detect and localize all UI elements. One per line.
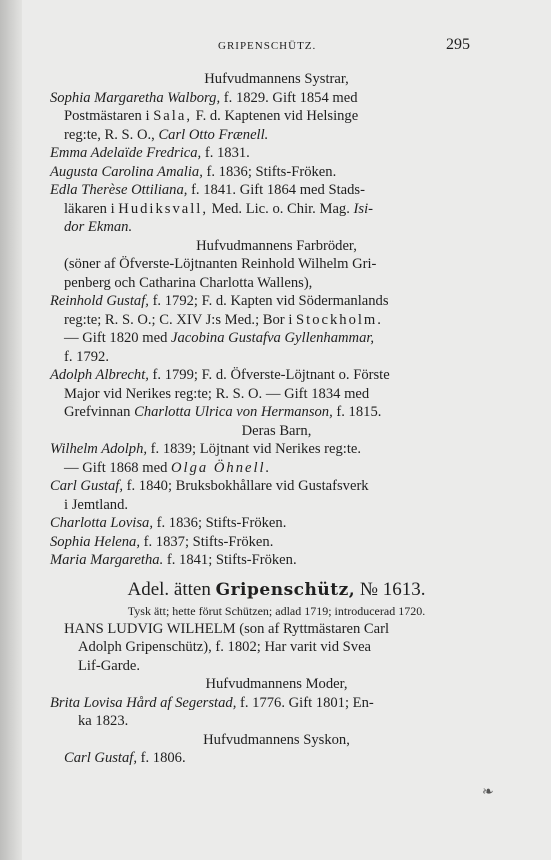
entry-brita [50,694,489,731]
family-note: Tysk ätt; hette förut Schützen; adlad 1719; introducerad 1720. [127,603,426,618]
section-heading: Hufvudmannens Syskon, [203,731,350,748]
person-name: Wilhelm Adolph, [50,441,148,457]
entry-text: f. 1841. Gift 1864 med Stads- [187,182,365,198]
entry-text: f. 1837; Stifts-Fröken. [139,533,274,550]
spouse-name: Olga Öhnell. [171,459,272,476]
entry-wilhelm [50,440,489,477]
person-name: Carl Gustaf, [64,750,137,766]
header-title: GRIPENSCHÜTZ. [218,40,317,52]
section-subheading: (söner af Öfverste-Löjtnanten Reinhold Wilhelm Gri- [64,256,377,272]
entry-text: f. 1815. [332,404,382,420]
person-name: Reinhold Gustaf, [50,293,149,309]
family-number: № 1613. [355,578,426,600]
person-name: Edla Therèse Ottiliana, [50,182,188,198]
entry-text: reg:te, R. S. O., [64,126,159,143]
person-name: Charlotta Lovisa, [50,515,153,531]
person-name: Carl Gustaf, [50,478,123,494]
entry-text: läkaren i [64,200,119,217]
entry-hans [64,620,489,676]
page-number: 295 [446,36,470,53]
entry-text: f. 1799; F. d. Öfverste-Löjtnant o. Förste [148,367,390,383]
entry-sophia [50,89,489,145]
entry-text: f. 1792. [64,348,109,365]
entry-sophia-helena [50,533,489,552]
entry-text: Major vid Nerikes reg:te; R. S. O. — Gift 1834 med [64,385,370,402]
person-name: Sophia Margaretha Walborg, [50,89,221,106]
person-name: Adolph Albrecht, [50,367,149,383]
entry-text: F. d. Kaptenen vid Helsinge [191,108,359,124]
entry-text: Postmästaren i [64,108,154,124]
person-name: Augusta Carolina Amalia, [50,163,203,180]
entry-text: f. 1839; Löjtnant vid Nerikes reg:te. [147,441,362,457]
person-name: Brita Lovisa Hård af Segerstad, [50,694,237,711]
ornament-icon: ❧ [482,784,494,800]
place-name: Stockholm. [296,311,383,328]
entry-text: Grefvinnan [64,404,135,420]
entry-edla [50,181,489,237]
spouse-name: Jacobina Gustafva Gyllenhammar, [171,330,375,346]
person-name: Emma Adelaïde Fredrica, [50,145,202,161]
running-header [40,36,480,56]
entry-text: f. 1841; Stifts-Fröken. [163,552,297,568]
entry-carl [50,477,489,514]
entry-text: ka 1823. [78,713,129,729]
entry-text: f. 1836; Stifts-Fröken. [152,515,287,531]
entry-text: f. 1840; Bruksbokhållare vid Gustafsverk [122,478,369,494]
entry-text: HANS LUDVIG WILHELM (son af Ryttmästaren Carl [64,620,390,637]
entry-augusta [50,163,489,182]
entry-text: Med. Lic. o. Chir. Mag. [208,200,354,217]
family-heading [64,578,489,602]
spouse-name: Carl Otto Frænell. [158,126,269,143]
place-name: Hudiksvall, [118,200,208,217]
entry-charlotta [50,514,489,533]
entry-text: f. 1776. Gift 1801; En- [236,694,374,711]
entry-carl-gustaf [64,749,489,768]
place-name: Sala, [153,108,192,124]
entry-text: Lif-Garde. [78,657,140,674]
person-name: Maria Margaretha. [50,552,164,568]
section-subheading: penberg och Catharina Charlotta Wallens), [64,274,313,291]
spouse-name: Charlotta Ulrica von Hermanson, [134,404,333,420]
spouse-name: dor Ekman. [64,219,133,235]
page-body [50,70,489,768]
family-prefix: Adel. ätten [127,578,216,600]
entry-text: — Gift 1820 med [64,330,172,346]
entry-adolph [50,366,489,422]
section-heading: Hufvudmannens Moder, [205,676,348,692]
entry-text: f. 1792; F. d. Kapten vid Södermanlands [148,293,389,309]
spouse-name: Isi- [353,200,373,217]
entry-text: reg:te; R. S. O.; C. XIV J:s Med.; Bor i [64,311,297,328]
entry-maria [50,551,489,570]
entry-reinhold [50,292,489,366]
entry-text: f. 1836; Stifts-Fröken. [202,163,337,180]
section-heading: Hufvudmannens Systrar, [204,71,349,87]
page-gutter [0,0,22,860]
entry-text: f. 1831. [201,145,250,161]
entry-emma [50,144,489,163]
entry-text: — Gift 1868 med [64,459,172,476]
entry-text: f. 1829. Gift 1854 med [220,89,358,106]
person-name: Sophia Helena, [50,533,140,550]
entry-text: Adolph Gripenschütz), f. 1802; Har varit vid Svea [78,639,372,655]
entry-text: f. 1806. [136,750,186,766]
family-name: Gripenschütz, [215,579,356,600]
entry-text: i Jemtland. [64,496,129,513]
section-heading: Hufvudmannens Farbröder, [196,237,357,254]
section-heading: Deras Barn, [241,422,312,439]
